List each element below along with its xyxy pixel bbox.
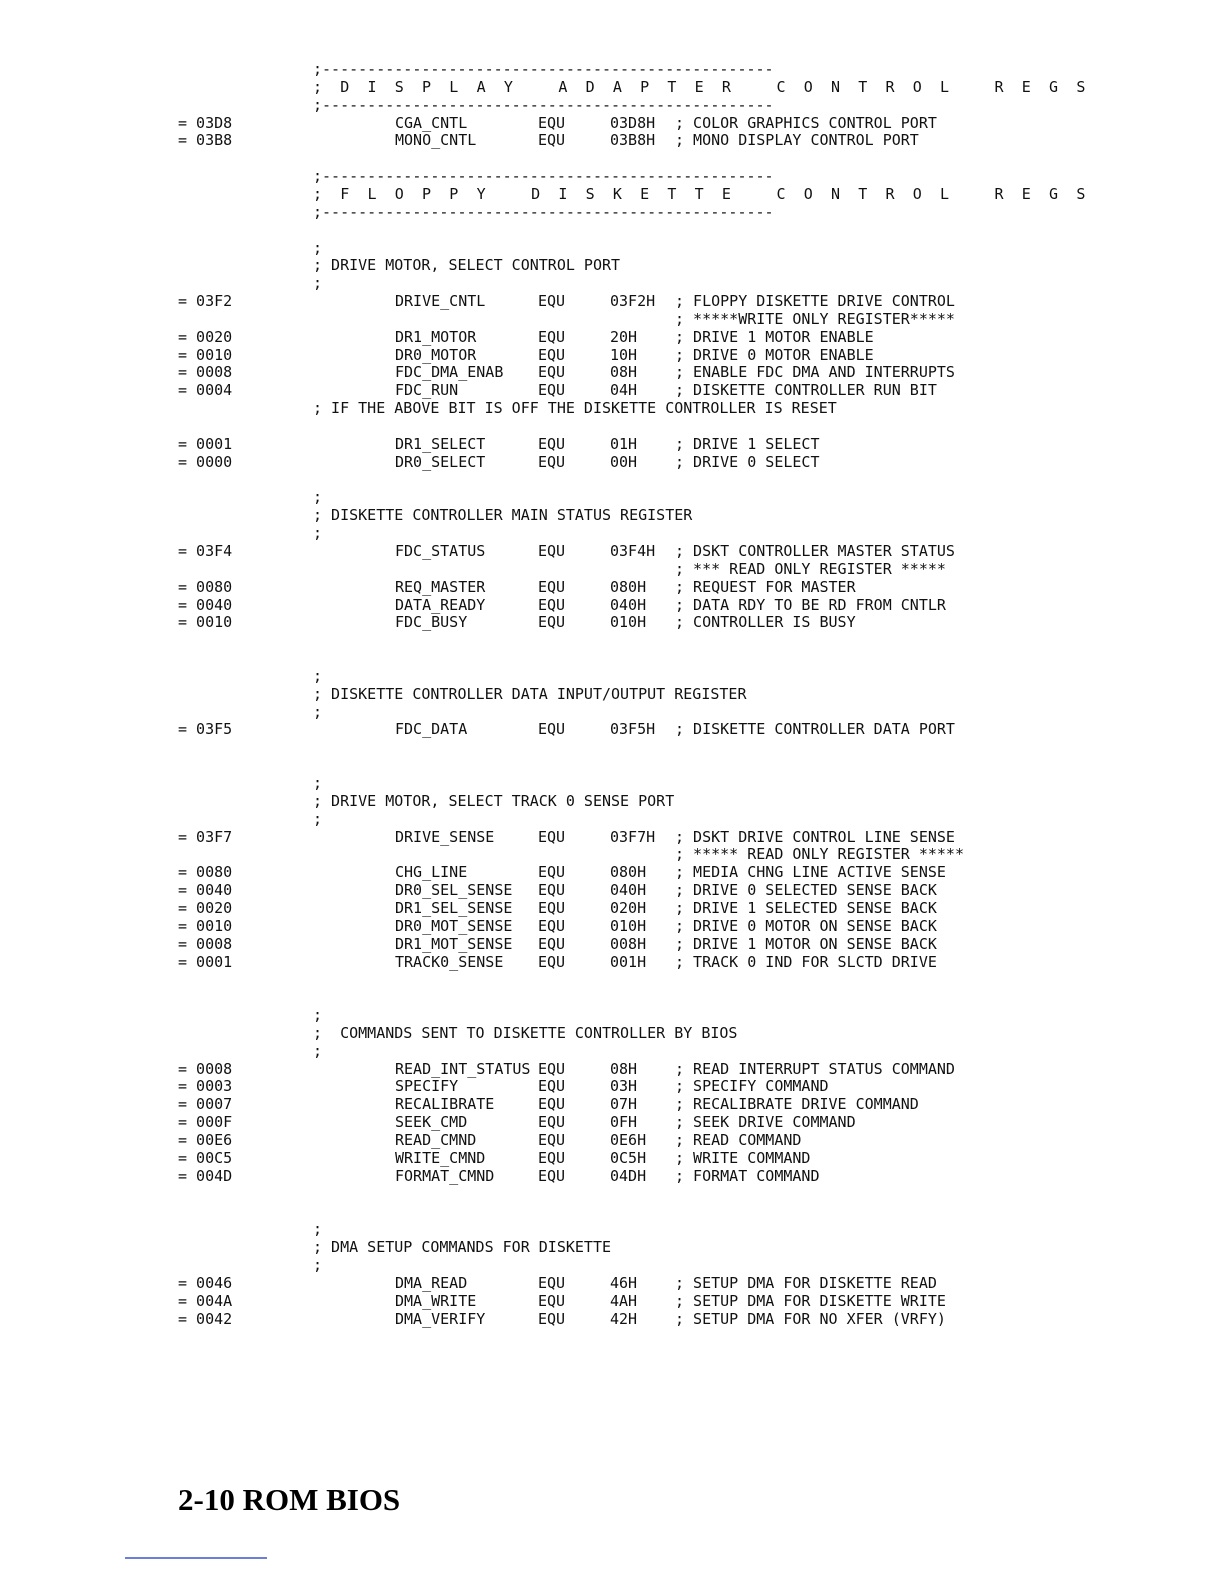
symbol-name: DRIVE_SENSE — [395, 827, 495, 846]
group-title-line — [0, 792, 1224, 810]
directive: EQU — [538, 1273, 566, 1292]
line-comment: ; DRIVE 1 SELECT — [675, 434, 820, 453]
directive: EQU — [538, 577, 566, 596]
separator-line — [0, 203, 1224, 221]
directive: EQU — [538, 292, 566, 311]
equate-value: = 0008 — [178, 1059, 233, 1078]
equate-row — [0, 542, 1224, 560]
equate-value: = 00C5 — [178, 1148, 233, 1167]
operand: 03D8H — [610, 113, 656, 132]
section-title: ; D I S P L A Y A D A P T E R C O N T R O L R E G S — [313, 77, 1090, 96]
directive: EQU — [538, 827, 566, 846]
line-comment: ; DRIVE 1 MOTOR ENABLE — [675, 327, 874, 346]
equate-row — [0, 1292, 1224, 1310]
equate-value: = 0008 — [178, 363, 233, 382]
equate-value: = 0046 — [178, 1273, 233, 1292]
comment-spacer-line — [0, 667, 1224, 685]
line-comment: ; DISKETTE CONTROLLER RUN BIT — [675, 381, 937, 400]
equate-row — [0, 1060, 1224, 1078]
comment-spacer-line — [0, 524, 1224, 542]
group-title: ; COMMANDS SENT TO DISKETTE CONTROLLER BY BIOS — [313, 1023, 738, 1042]
symbol-name: DATA_READY — [395, 595, 486, 614]
symbol-name: REQ_MASTER — [395, 577, 486, 596]
equate-row — [0, 863, 1224, 881]
line-comment: ; MONO DISPLAY CONTROL PORT — [675, 131, 919, 150]
symbol-name: READ_CMND — [395, 1131, 477, 1149]
group-title-line — [0, 1024, 1224, 1042]
line-comment: ; DISKETTE CONTROLLER DATA PORT — [675, 720, 955, 739]
line-comment: ; DRIVE 0 MOTOR ON SENSE BACK — [675, 916, 937, 935]
directive: EQU — [538, 113, 566, 132]
equate-value: = 03D8 — [178, 113, 233, 132]
comment-spacer-line — [0, 774, 1224, 792]
operand: 040H — [610, 595, 647, 614]
line-comment: ; SPECIFY COMMAND — [675, 1077, 829, 1096]
line-comment: ; SETUP DMA FOR NO XFER (VRFY) — [675, 1309, 946, 1328]
equate-row — [0, 114, 1224, 132]
directive: EQU — [538, 1148, 566, 1167]
equate-value: = 0000 — [178, 452, 233, 471]
comment-spacer-line — [0, 1042, 1224, 1060]
equate-row — [0, 828, 1224, 846]
directive: EQU — [538, 863, 566, 882]
equate-value: = 03B8 — [178, 131, 233, 150]
semicolon: ; — [313, 524, 323, 543]
equate-row — [0, 917, 1224, 935]
symbol-name: FDC_RUN — [395, 381, 459, 400]
group-title: ; DISKETTE CONTROLLER MAIN STATUS REGISTER — [313, 506, 693, 525]
operand: 0FH — [610, 1113, 638, 1132]
line-comment: ; DRIVE 1 MOTOR ON SENSE BACK — [675, 934, 937, 953]
line-comment: ; FLOPPY DISKETTE DRIVE CONTROL — [675, 292, 955, 311]
symbol-name: DR1_MOT_SENSE — [395, 934, 513, 953]
equate-row — [0, 1131, 1224, 1149]
operand: 080H — [610, 577, 647, 596]
dashed-rule: ;-------------------------------------------------- — [313, 95, 774, 114]
equate-value: = 0008 — [178, 934, 233, 953]
operand: 04DH — [610, 1166, 647, 1185]
operand: 0C5H — [610, 1148, 647, 1167]
symbol-name: SEEK_CMD — [395, 1113, 468, 1132]
equate-value: = 0004 — [178, 381, 233, 400]
symbol-name: DR1_SELECT — [395, 434, 486, 453]
equate-row — [0, 363, 1224, 381]
operand: 4AH — [610, 1291, 638, 1310]
equate-row — [0, 953, 1224, 971]
symbol-name: FDC_DMA_ENAB — [395, 363, 504, 382]
equate-row — [0, 720, 1224, 738]
semicolon: ; — [313, 666, 323, 685]
equate-row — [0, 935, 1224, 953]
equate-row — [0, 131, 1224, 149]
directive: EQU — [538, 595, 566, 614]
symbol-name: SPECIFY — [395, 1077, 459, 1096]
symbol-name: DMA_VERIFY — [395, 1309, 486, 1328]
directive: EQU — [538, 1309, 566, 1328]
comment-spacer-line — [0, 1220, 1224, 1238]
operand: 07H — [610, 1095, 638, 1114]
line-comment: ; WRITE COMMAND — [675, 1148, 811, 1167]
semicolon: ; — [313, 809, 323, 828]
directive: EQU — [538, 541, 566, 560]
group-title-line — [0, 1238, 1224, 1256]
directive: EQU — [538, 1095, 566, 1114]
operand: 0E6H — [610, 1131, 647, 1149]
operand: 001H — [610, 952, 647, 971]
separator-line — [0, 167, 1224, 185]
semicolon: ; — [313, 238, 323, 257]
page-footer: 2-10 ROM BIOS — [178, 1482, 401, 1517]
equate-row — [0, 578, 1224, 596]
line-comment: ; DRIVE 0 SELECT — [675, 452, 820, 471]
operand: 008H — [610, 934, 647, 953]
group-title: ; DMA SETUP COMMANDS FOR DISKETTE — [313, 1238, 612, 1257]
directive: EQU — [538, 934, 566, 953]
separator-line — [0, 60, 1224, 78]
symbol-name: DRIVE_CNTL — [395, 292, 486, 311]
equate-value: = 03F7 — [178, 827, 233, 846]
operand: 020H — [610, 898, 647, 917]
semicolon: ; — [313, 702, 323, 721]
directive: EQU — [538, 345, 566, 364]
directive: EQU — [538, 952, 566, 971]
equate-row — [0, 1310, 1224, 1328]
operand: 01H — [610, 434, 638, 453]
bottom-rule — [125, 1557, 267, 1559]
symbol-name: DR0_MOT_SENSE — [395, 916, 513, 935]
line-comment: ; ***** READ ONLY REGISTER ***** — [675, 845, 964, 864]
operand: 20H — [610, 327, 638, 346]
line-comment: ; *****WRITE ONLY REGISTER***** — [675, 309, 955, 328]
equate-row — [0, 596, 1224, 614]
equate-row — [0, 881, 1224, 899]
directive: EQU — [538, 1059, 566, 1078]
symbol-name: DMA_READ — [395, 1273, 468, 1292]
continuation-comment-row — [0, 560, 1224, 578]
line-comment: ; MEDIA CHNG LINE ACTIVE SENSE — [675, 863, 946, 882]
equate-row — [0, 453, 1224, 471]
equate-row — [0, 1167, 1224, 1185]
operand: 00H — [610, 452, 638, 471]
note-line — [0, 399, 1224, 417]
comment-spacer-line — [0, 488, 1224, 506]
symbol-name: FDC_STATUS — [395, 541, 486, 560]
operand: 08H — [610, 1059, 638, 1078]
directive: EQU — [538, 720, 566, 739]
line-comment: ; DRIVE 0 MOTOR ENABLE — [675, 345, 874, 364]
group-title: ; DRIVE MOTOR, SELECT CONTROL PORT — [313, 256, 621, 275]
semicolon: ; — [313, 488, 323, 507]
comment-spacer-line — [0, 1256, 1224, 1274]
equate-row — [0, 899, 1224, 917]
line-comment: ; REQUEST FOR MASTER — [675, 577, 856, 596]
semicolon: ; — [313, 1220, 323, 1239]
symbol-name: FORMAT_CMND — [395, 1166, 495, 1185]
directive: EQU — [538, 1113, 566, 1132]
semicolon: ; — [313, 1041, 323, 1060]
symbol-name: DR0_SELECT — [395, 452, 486, 471]
equate-row — [0, 1095, 1224, 1113]
separator-line — [0, 96, 1224, 114]
comment-spacer-line — [0, 703, 1224, 721]
directive: EQU — [538, 1291, 566, 1310]
operand: 03F4H — [610, 541, 656, 560]
group-title: ; DRIVE MOTOR, SELECT TRACK 0 SENSE PORT — [313, 791, 675, 810]
section-header — [0, 78, 1224, 96]
operand: 10H — [610, 345, 638, 364]
symbol-name: TRACK0_SENSE — [395, 952, 504, 971]
section-header — [0, 185, 1224, 203]
equate-row — [0, 613, 1224, 631]
equate-value: = 0040 — [178, 881, 233, 900]
equate-value: = 004A — [178, 1291, 233, 1310]
section-title: ; F L O P P Y D I S K E T T E C O N T R O L R E G S — [313, 184, 1090, 203]
line-comment: ; READ INTERRUPT STATUS COMMAND — [675, 1059, 955, 1078]
line-comment: ; DRIVE 0 SELECTED SENSE BACK — [675, 881, 937, 900]
operand: 04H — [610, 381, 638, 400]
line-comment: ; DSKT CONTROLLER MASTER STATUS — [675, 541, 955, 560]
line-comment: ; SEEK DRIVE COMMAND — [675, 1113, 856, 1132]
directive: EQU — [538, 1131, 566, 1149]
equate-value: = 0010 — [178, 345, 233, 364]
operand: 46H — [610, 1273, 638, 1292]
symbol-name: DMA_WRITE — [395, 1291, 477, 1310]
continuation-comment-row — [0, 310, 1224, 328]
equate-value: = 000F — [178, 1113, 233, 1132]
symbol-name: DR0_SEL_SENSE — [395, 881, 513, 900]
equate-value: = 0020 — [178, 327, 233, 346]
equate-value: = 0080 — [178, 577, 233, 596]
directive: EQU — [538, 916, 566, 935]
line-comment: ; TRACK 0 IND FOR SLCTD DRIVE — [675, 952, 937, 971]
semicolon: ; — [313, 1006, 323, 1025]
symbol-name: CHG_LINE — [395, 863, 468, 882]
operand: 42H — [610, 1309, 638, 1328]
comment-spacer-line — [0, 239, 1224, 257]
equate-row — [0, 346, 1224, 364]
operand: 040H — [610, 881, 647, 900]
group-title-line — [0, 256, 1224, 274]
line-comment: ; ENABLE FDC DMA AND INTERRUPTS — [675, 363, 955, 382]
directive: EQU — [538, 898, 566, 917]
equate-value: = 0010 — [178, 916, 233, 935]
comment-spacer-line — [0, 1006, 1224, 1024]
equate-row — [0, 292, 1224, 310]
dashed-rule: ;-------------------------------------------------- — [313, 60, 774, 78]
symbol-name: DR1_SEL_SENSE — [395, 898, 513, 917]
line-comment: ; COLOR GRAPHICS CONTROL PORT — [675, 113, 937, 132]
equate-row — [0, 381, 1224, 399]
line-comment: ; *** READ ONLY REGISTER ***** — [675, 559, 946, 578]
equate-row — [0, 1113, 1224, 1131]
symbol-name: READ_INT_STATUS — [395, 1059, 531, 1078]
directive: EQU — [538, 363, 566, 382]
operand: 03F5H — [610, 720, 656, 739]
equate-value: = 03F5 — [178, 720, 233, 739]
directive: EQU — [538, 452, 566, 471]
equate-value: = 0042 — [178, 1309, 233, 1328]
equate-value: = 03F4 — [178, 541, 233, 560]
equate-value: = 00E6 — [178, 1131, 233, 1149]
equate-value: = 0010 — [178, 613, 233, 632]
semicolon: ; — [313, 774, 323, 792]
equate-value: = 004D — [178, 1166, 233, 1185]
symbol-name: MONO_CNTL — [395, 131, 477, 150]
equate-value: = 03F2 — [178, 292, 233, 311]
operand: 03H — [610, 1077, 638, 1096]
directive: EQU — [538, 434, 566, 453]
operand: 03F2H — [610, 292, 656, 311]
dashed-rule: ;-------------------------------------------------- — [313, 167, 774, 186]
equate-row — [0, 435, 1224, 453]
equate-row — [0, 328, 1224, 346]
line-comment: ; FORMAT COMMAND — [675, 1166, 820, 1185]
directive: EQU — [538, 131, 566, 150]
directive: EQU — [538, 613, 566, 632]
group-title-line — [0, 685, 1224, 703]
equate-value: = 0007 — [178, 1095, 233, 1114]
line-comment: ; SETUP DMA FOR DISKETTE WRITE — [675, 1291, 946, 1310]
semicolon: ; — [313, 274, 323, 293]
directive: EQU — [538, 1077, 566, 1096]
line-comment: ; DRIVE 1 SELECTED SENSE BACK — [675, 898, 937, 917]
equate-value: = 0020 — [178, 898, 233, 917]
line-comment: ; RECALIBRATE DRIVE COMMAND — [675, 1095, 919, 1114]
directive: EQU — [538, 1166, 566, 1185]
symbol-name: DR1_MOTOR — [395, 327, 477, 346]
operand: 010H — [610, 613, 647, 632]
dashed-rule: ;-------------------------------------------------- — [313, 202, 774, 221]
symbol-name: FDC_DATA — [395, 720, 468, 739]
line-comment: ; SETUP DMA FOR DISKETTE READ — [675, 1273, 937, 1292]
equate-value: = 0040 — [178, 595, 233, 614]
line-comment: ; DSKT DRIVE CONTROL LINE SENSE — [675, 827, 955, 846]
symbol-name: FDC_BUSY — [395, 613, 468, 632]
symbol-name: RECALIBRATE — [395, 1095, 495, 1114]
continuation-comment-row — [0, 845, 1224, 863]
symbol-name: CGA_CNTL — [395, 113, 468, 132]
directive: EQU — [538, 881, 566, 900]
equate-value: = 0001 — [178, 952, 233, 971]
operand: 03B8H — [610, 131, 656, 150]
equate-row — [0, 1274, 1224, 1292]
comment-spacer-line — [0, 274, 1224, 292]
line-comment: ; READ COMMAND — [675, 1131, 802, 1149]
comment-spacer-line — [0, 810, 1224, 828]
symbol-name: DR0_MOTOR — [395, 345, 477, 364]
operand: 080H — [610, 863, 647, 882]
equate-value: = 0001 — [178, 434, 233, 453]
equate-value: = 0003 — [178, 1077, 233, 1096]
line-comment: ; DATA RDY TO BE RD FROM CNTLR — [675, 595, 946, 614]
equate-value: = 0080 — [178, 863, 233, 882]
operand: 010H — [610, 916, 647, 935]
directive: EQU — [538, 327, 566, 346]
line-comment: ; CONTROLLER IS BUSY — [675, 613, 856, 632]
operand: 08H — [610, 363, 638, 382]
equate-row — [0, 1149, 1224, 1167]
semicolon: ; — [313, 1255, 323, 1274]
symbol-name: WRITE_CMND — [395, 1148, 486, 1167]
note-comment: ; IF THE ABOVE BIT IS OFF THE DISKETTE CONTROLLER IS RESET — [313, 399, 837, 418]
group-title: ; DISKETTE CONTROLLER DATA INPUT/OUTPUT REGISTER — [313, 684, 747, 703]
equate-row — [0, 1077, 1224, 1095]
directive: EQU — [538, 381, 566, 400]
operand: 03F7H — [610, 827, 656, 846]
group-title-line — [0, 506, 1224, 524]
